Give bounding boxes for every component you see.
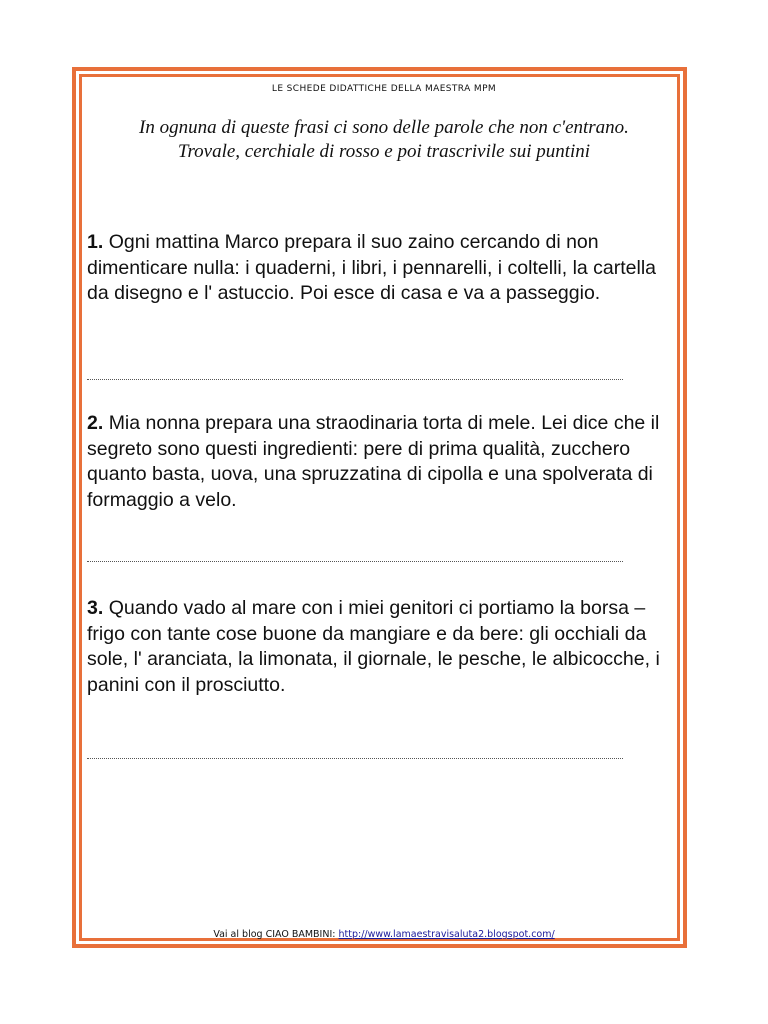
- answer-dotted-line-2: [87, 561, 623, 562]
- exercise-2: [87, 411, 667, 513]
- blog-link[interactable]: http://www.lamaestravisaluta2.blogspot.com/: [338, 929, 555, 940]
- worksheet-header: LE SCHEDE DIDATTICHE DELLA MAESTRA MPM: [271, 84, 497, 94]
- footer-prefix: Vai al blog CIAO BAMBINI:: [213, 929, 339, 940]
- exercise-text: Quando vado al mare con i miei genitori ci portiamo la borsa – frigo con tante cose buone da mangiare e da bere: gli occhiali da sole, l' aranciata, la limonata, il giornale, le pesche, le albicocche, i panini con il prosciutto.: [87, 597, 660, 696]
- answer-dotted-line-3: [87, 758, 623, 759]
- exercise-number: 2.: [87, 412, 104, 434]
- exercise-number: 3.: [87, 597, 104, 619]
- exercise-text: Mia nonna prepara una straodinaria torta di mele. Lei dice che il segreto sono questi ingredienti: pere di prima qualità, zucchero quanto basta, uova, una spruzzatina di cipolla e una spolverata di formaggio a velo.: [87, 412, 660, 511]
- exercise-number: 1.: [87, 231, 104, 253]
- exercise-3: [87, 596, 667, 698]
- footer: [0, 929, 768, 940]
- exercise-1: [87, 230, 667, 307]
- exercise-text: Ogni mattina Marco prepara il suo zaino cercando di non dimenticare nulla: i quaderni, i libri, i pennarelli, i coltelli, la cartella da disegno e l' astuccio. Poi esce di casa e va a passeggio.: [87, 231, 657, 304]
- instruction-text: In ognuna di queste frasi ci sono delle parole che non c'entrano. Trovale, cerchiale di rosso e poi trascrivile sui puntini: [139, 117, 629, 162]
- answer-dotted-line-1: [87, 379, 623, 380]
